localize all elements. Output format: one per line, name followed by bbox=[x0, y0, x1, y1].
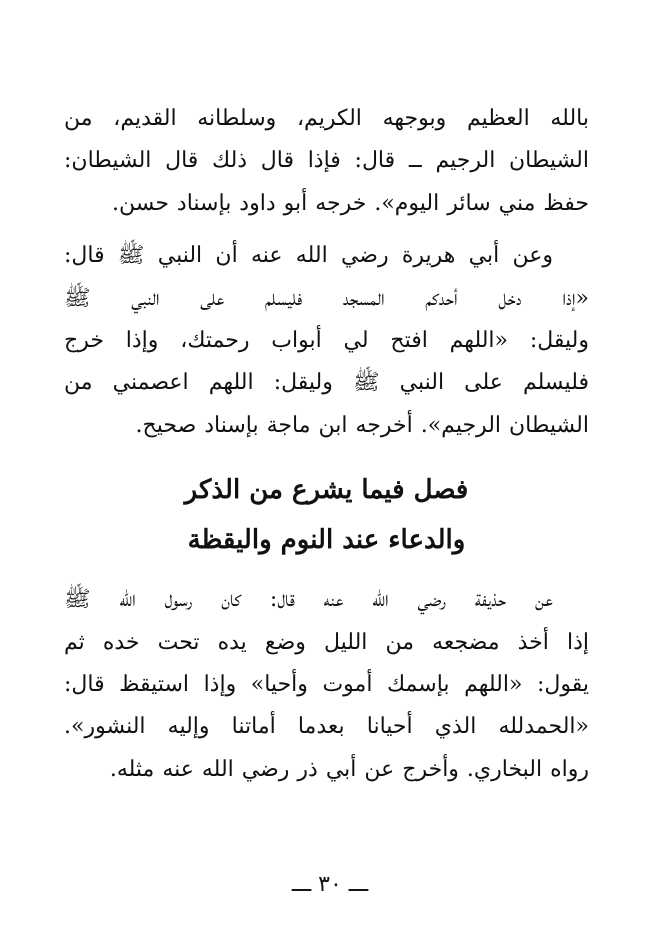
heading-line-1: فصل فيما يشرع من الذكر bbox=[184, 475, 469, 506]
page-body bbox=[64, 98, 589, 791]
text-line: الشيطان الرجيم ــ قال: فإذا قال ذلك قال الشيطان: bbox=[64, 148, 589, 174]
paragraph-2 bbox=[64, 235, 589, 447]
text-line: يقول: «اللهم بإسمك أموت وأحيا» وإذا استيقظ قال: bbox=[64, 672, 589, 698]
text-line: وعن أبي هريرة رضي الله عنه أن النبي ﷺ قال: bbox=[64, 243, 553, 269]
heading-line-2: والدعاء عند النوم واليقظة bbox=[187, 525, 466, 556]
text-line: الشيطان الرجيم». أخرجه ابن ماجة بإسناد صحيح. bbox=[135, 412, 589, 438]
page-number: ـــ ٣٠ ـــ bbox=[291, 872, 369, 897]
paragraph-1 bbox=[64, 98, 589, 225]
text-line: فليسلم على النبي ﷺ وليقل: اللهم اعصمني من bbox=[64, 370, 589, 396]
text-line: إذا أخذ مضجعه من الليل وضع يده تحت خده ثم bbox=[64, 629, 589, 655]
text-line: عن حذيفة رضي الله عنه قال: كان رسول الله ﷺ bbox=[64, 587, 553, 613]
paragraph-3 bbox=[64, 579, 589, 791]
text-line: بالله العظيم وبوجهه الكريم، وسلطانه القديم، من bbox=[64, 106, 589, 131]
text-line: وليقل: «اللهم افتح لي أبواب رحمتك، وإذا خرج bbox=[64, 328, 589, 354]
text-line: حفظ مني سائر اليوم». خرجه أبو داود بإسناد حسن. bbox=[111, 190, 589, 216]
text-line: «الحمدلله الذي أحيانا بعدما أماتنا وإليه النشور». bbox=[64, 714, 589, 740]
text-line: «إذا دخل أحدكم المسجد فليسلم على النبي ﷺ bbox=[64, 285, 589, 311]
text-line: رواه البخاري. وأخرج عن أبي ذر رضي الله عنه مثله. bbox=[109, 756, 589, 782]
section-heading bbox=[64, 465, 589, 565]
